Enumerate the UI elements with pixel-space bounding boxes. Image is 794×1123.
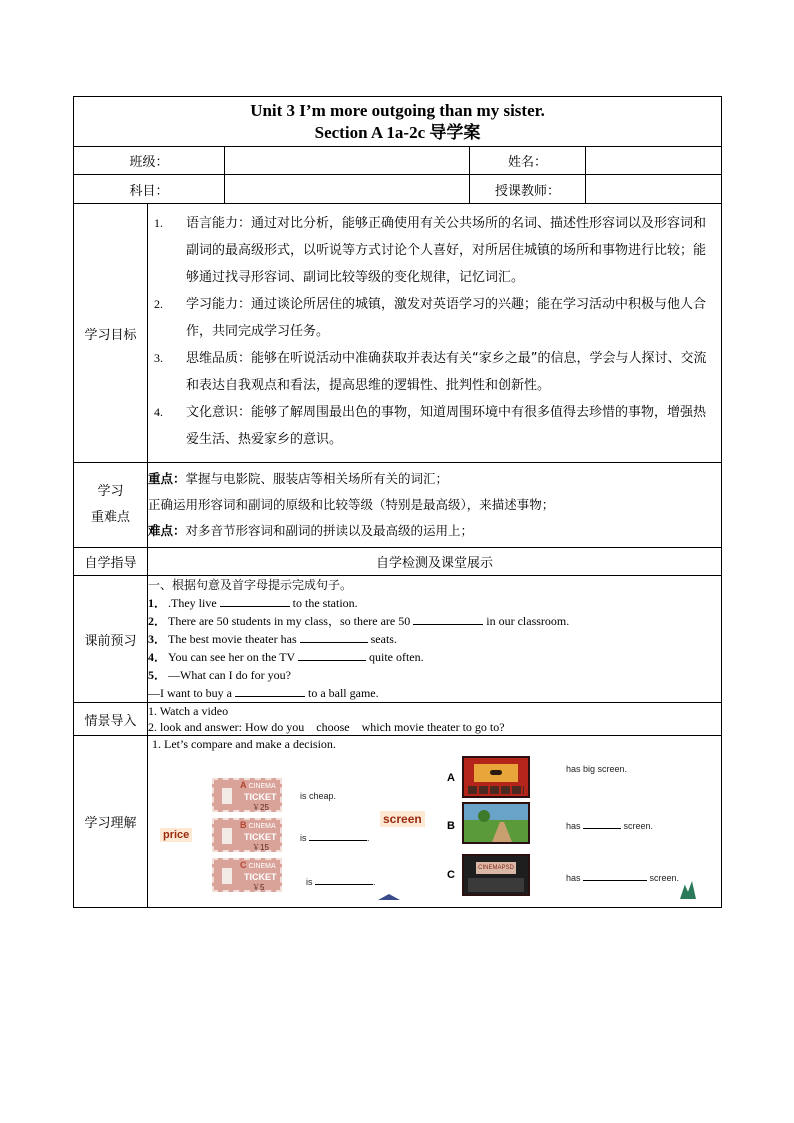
screen-c-image bbox=[462, 854, 530, 896]
teacher-field[interactable] bbox=[586, 175, 722, 204]
objectives-list bbox=[148, 208, 721, 459]
answer-blank[interactable] bbox=[309, 832, 367, 841]
preview-heading: 一、根据句意及首字母提示完成句子。 bbox=[148, 578, 353, 592]
preview-item: 5． —What can I do for you? bbox=[148, 668, 291, 682]
guide-label: 自学指导 bbox=[74, 548, 148, 576]
screen-tag: screen bbox=[380, 811, 425, 827]
screen-c-letter: C bbox=[447, 869, 455, 881]
ticket-a-caption: is cheap. bbox=[300, 791, 337, 801]
cinema-logo: CINEMAPSD bbox=[476, 862, 516, 874]
ticket-a: A CINEMA TICKET ￥25 bbox=[212, 778, 282, 812]
ticket-c: C CINEMA TICKET ￥5 bbox=[212, 858, 282, 892]
objectives-cell bbox=[148, 204, 722, 463]
preview-item: 1． .They live to the station. bbox=[148, 596, 358, 610]
screen-b-letter: B bbox=[447, 820, 455, 832]
ticket-b-caption: is . bbox=[300, 833, 370, 843]
answer-blank[interactable] bbox=[583, 872, 647, 881]
class-label: 班级： bbox=[74, 147, 225, 175]
objective-item: 2. 学习能力：通过谈论所居住的城镇，激发对英语学习的兴趣；能在学习活动中积极与他人合作，共同完成学习任务。 bbox=[154, 296, 707, 339]
subject-label: 科目： bbox=[74, 175, 225, 204]
name-label: 姓名： bbox=[470, 147, 586, 175]
screen-a-caption: has big screen. bbox=[566, 764, 628, 774]
screen-a-image bbox=[462, 756, 530, 798]
ticket-c-caption: is . bbox=[306, 877, 376, 887]
screen-b-caption: has screen. bbox=[566, 821, 654, 831]
situation-label: 情景导入 bbox=[74, 703, 148, 736]
objective-item: 4. 文化意识：能够了解周围最出色的事物，知道周围环境中有很多值得去珍惜的事物，增强热爱生活、热爱家乡的意识。 bbox=[154, 404, 707, 447]
diff-label: 难点： bbox=[148, 523, 186, 538]
teacher-label: 授课教师： bbox=[470, 175, 586, 204]
worksheet bbox=[73, 96, 721, 908]
understanding-heading: 1. Let’s compare and make a decision. bbox=[152, 737, 336, 751]
preview-item: 4． You can see her on the TV quite often. bbox=[148, 650, 424, 664]
key-text2: 正确运用形容词和副词的原级和比较等级（特别是最高级），来描述事物； bbox=[148, 497, 555, 512]
situation-line1: 1. Watch a video bbox=[148, 704, 229, 718]
subject-field[interactable] bbox=[225, 175, 470, 204]
title-line2: Section A 1a-2c 导学案 bbox=[314, 123, 481, 142]
objective-item: 3. 思维品质：能够在听说活动中准确获取并表达有关“家乡之最”的信息，学会与人探讨、交流和表达自我观点和看法，提高思维的逻辑性、批判性和创新性。 bbox=[154, 350, 707, 393]
preview-item: 3． The best movie theater has seats. bbox=[148, 632, 397, 646]
title-line1: Unit 3 I’m more outgoing than my sister. bbox=[250, 101, 545, 120]
decoration-shape bbox=[680, 881, 696, 899]
objectives-label: 学习目标 bbox=[74, 204, 148, 463]
keypoints-cell bbox=[148, 463, 722, 548]
name-field[interactable] bbox=[586, 147, 722, 175]
screen-b-image bbox=[462, 802, 530, 844]
class-field[interactable] bbox=[225, 147, 470, 175]
preview-cell bbox=[148, 576, 722, 703]
key-text: 掌握与电影院、服装店等相关场所有关的词汇； bbox=[185, 471, 449, 486]
screen-a-letter: A bbox=[447, 772, 455, 784]
ticket-b: B CINEMA TICKET ￥15 bbox=[212, 818, 282, 852]
preview-label: 课前预习 bbox=[74, 576, 148, 703]
answer-blank[interactable] bbox=[315, 876, 373, 885]
diff-text: 对多音节形容词和副词的拼读以及最高级的运用上； bbox=[185, 523, 474, 538]
worksheet-table bbox=[73, 96, 722, 908]
key-label: 重点： bbox=[148, 471, 186, 486]
understanding-label: 学习理解 bbox=[74, 736, 148, 908]
price-tag: price bbox=[160, 828, 192, 842]
answer-blank[interactable] bbox=[300, 630, 368, 643]
situation-cell bbox=[148, 703, 722, 736]
answer-blank[interactable] bbox=[413, 612, 483, 625]
understanding-cell bbox=[148, 736, 722, 908]
answer-blank[interactable] bbox=[235, 684, 305, 697]
answer-blank[interactable] bbox=[298, 648, 366, 661]
decoration-shape bbox=[378, 894, 400, 900]
preview-item: —I want to buy a to a ball game. bbox=[148, 686, 379, 700]
objective-item: 1. 语言能力：通过对比分析，能够正确使用有关公共场所的名词、描述性形容词以及形容词和副词的最高级形式，以听说等方式讨论个人喜好，对所居住城镇的场所和事物进行比较；能够通过找寻形容词、副词比较等级的变化规律，记忆词汇。 bbox=[154, 215, 707, 285]
screen-c-caption: has screen. bbox=[566, 873, 680, 883]
title-cell bbox=[74, 97, 722, 147]
preview-item: 2． There are 50 students in my class，so there are 50 in our classroom. bbox=[148, 614, 570, 628]
situation-line2: 2. look and answer: How do you choose which movie theater to go to? bbox=[148, 720, 505, 734]
keypoints-label: 学习 重难点 bbox=[74, 463, 148, 548]
answer-blank[interactable] bbox=[583, 820, 621, 829]
guide-heading: 自学检测及课堂展示 bbox=[148, 548, 722, 576]
answer-blank[interactable] bbox=[220, 594, 290, 607]
